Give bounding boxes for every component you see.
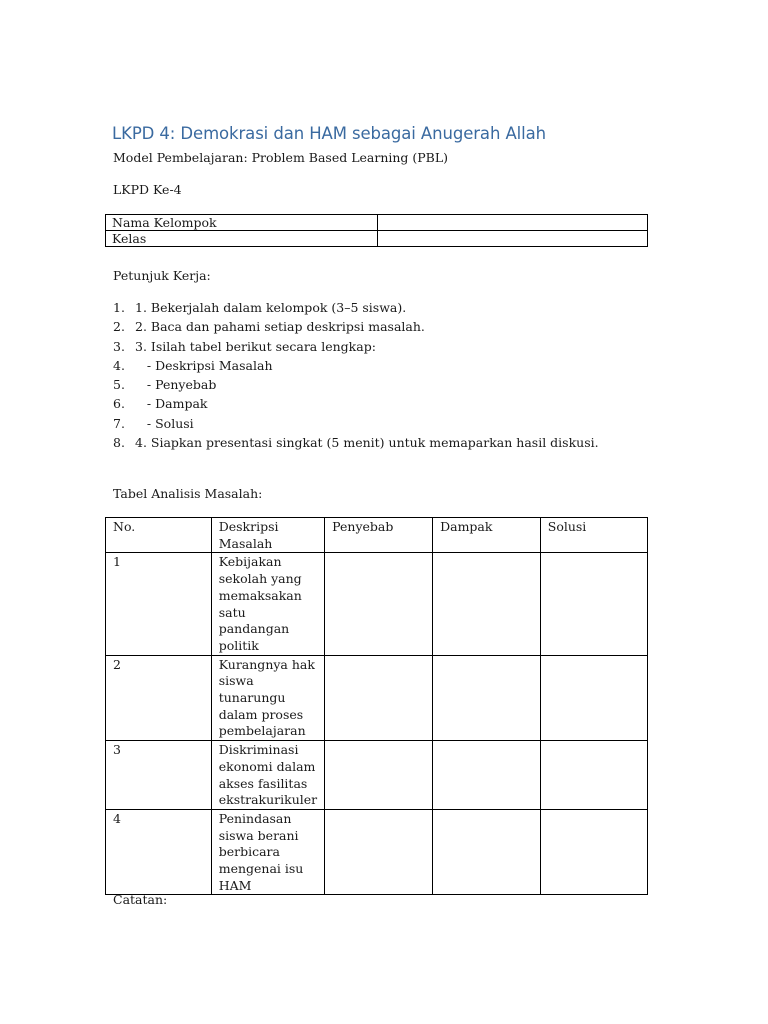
cell-solusi[interactable] [540,553,647,655]
nama-kelompok-field[interactable] [378,215,648,231]
cell-solusi[interactable] [540,809,647,895]
tabel-heading: Tabel Analisis Masalah: [113,486,263,501]
petunjuk-heading: Petunjuk Kerja: [113,268,211,283]
analysis-table [105,517,648,895]
cell-dampak[interactable] [433,553,541,655]
table-row [106,741,648,810]
cell-no: 3 [106,741,212,810]
cell-penyebab[interactable] [325,741,433,810]
kelas-label: Kelas [106,231,378,247]
list-item: 1. 1. Bekerjalah dalam kelompok (3–5 siswa). [113,300,407,315]
model-text: Model Pembelajaran: Problem Based Learning (PBL) [113,150,449,165]
cell-dampak[interactable] [433,809,541,895]
list-item: 5. - Penyebab [113,377,217,393]
cell-no: 1 [106,553,212,655]
cell-deskripsi: Penindasan siswa berani berbicara mengenai isu HAM [211,809,324,895]
cell-penyebab[interactable] [325,809,433,895]
table-row [106,553,648,655]
header-solusi: Solusi [540,518,647,553]
identity-table [105,214,648,247]
header-dampak: Dampak [433,518,541,553]
list-item: 8. 4. Siapkan presentasi singkat (5 menit) untuk memaparkan hasil diskusi. [113,435,599,451]
table-row [106,809,648,895]
nama-kelompok-label: Nama Kelompok [106,215,378,231]
cell-penyebab[interactable] [325,553,433,655]
cell-dampak[interactable] [433,741,541,810]
kelas-field[interactable] [378,231,648,247]
table-row [106,655,648,741]
page-title: LKPD 4: Demokrasi dan HAM sebagai Anugerah Allah [112,124,546,143]
list-item: 3. 3. Isilah tabel berikut secara lengkap: [113,338,376,354]
header-no: No. [106,518,212,553]
table-row [106,231,648,247]
instructions-list [113,300,599,454]
cell-solusi[interactable] [540,655,647,741]
header-deskripsi: Deskripsi Masalah [211,518,324,553]
cell-no: 4 [106,809,212,895]
list-item: 2. 2. Baca dan pahami setiap deskripsi masalah. [113,319,425,335]
list-item: 7. - Solusi [113,415,194,431]
cell-penyebab[interactable] [325,655,433,741]
cell-deskripsi: Diskriminasi ekonomi dalam akses fasilitas ekstrakurikuler [211,741,324,810]
table-row [106,215,648,231]
cell-dampak[interactable] [433,655,541,741]
cell-solusi[interactable] [540,741,647,810]
list-item: 6. - Dampak [113,396,208,412]
header-penyebab: Penyebab [325,518,433,553]
lkpd-number: LKPD Ke-4 [113,182,182,197]
cell-deskripsi: Kebijakan sekolah yang memaksakan satu pandangan politik [211,553,324,655]
table-header-row [106,518,648,553]
list-item: 4. - Deskripsi Masalah [113,357,273,373]
catatan-heading: Catatan: [113,892,168,907]
cell-no: 2 [106,655,212,741]
cell-deskripsi: Kurangnya hak siswa tunarungu dalam proses pembelajaran [211,655,324,741]
